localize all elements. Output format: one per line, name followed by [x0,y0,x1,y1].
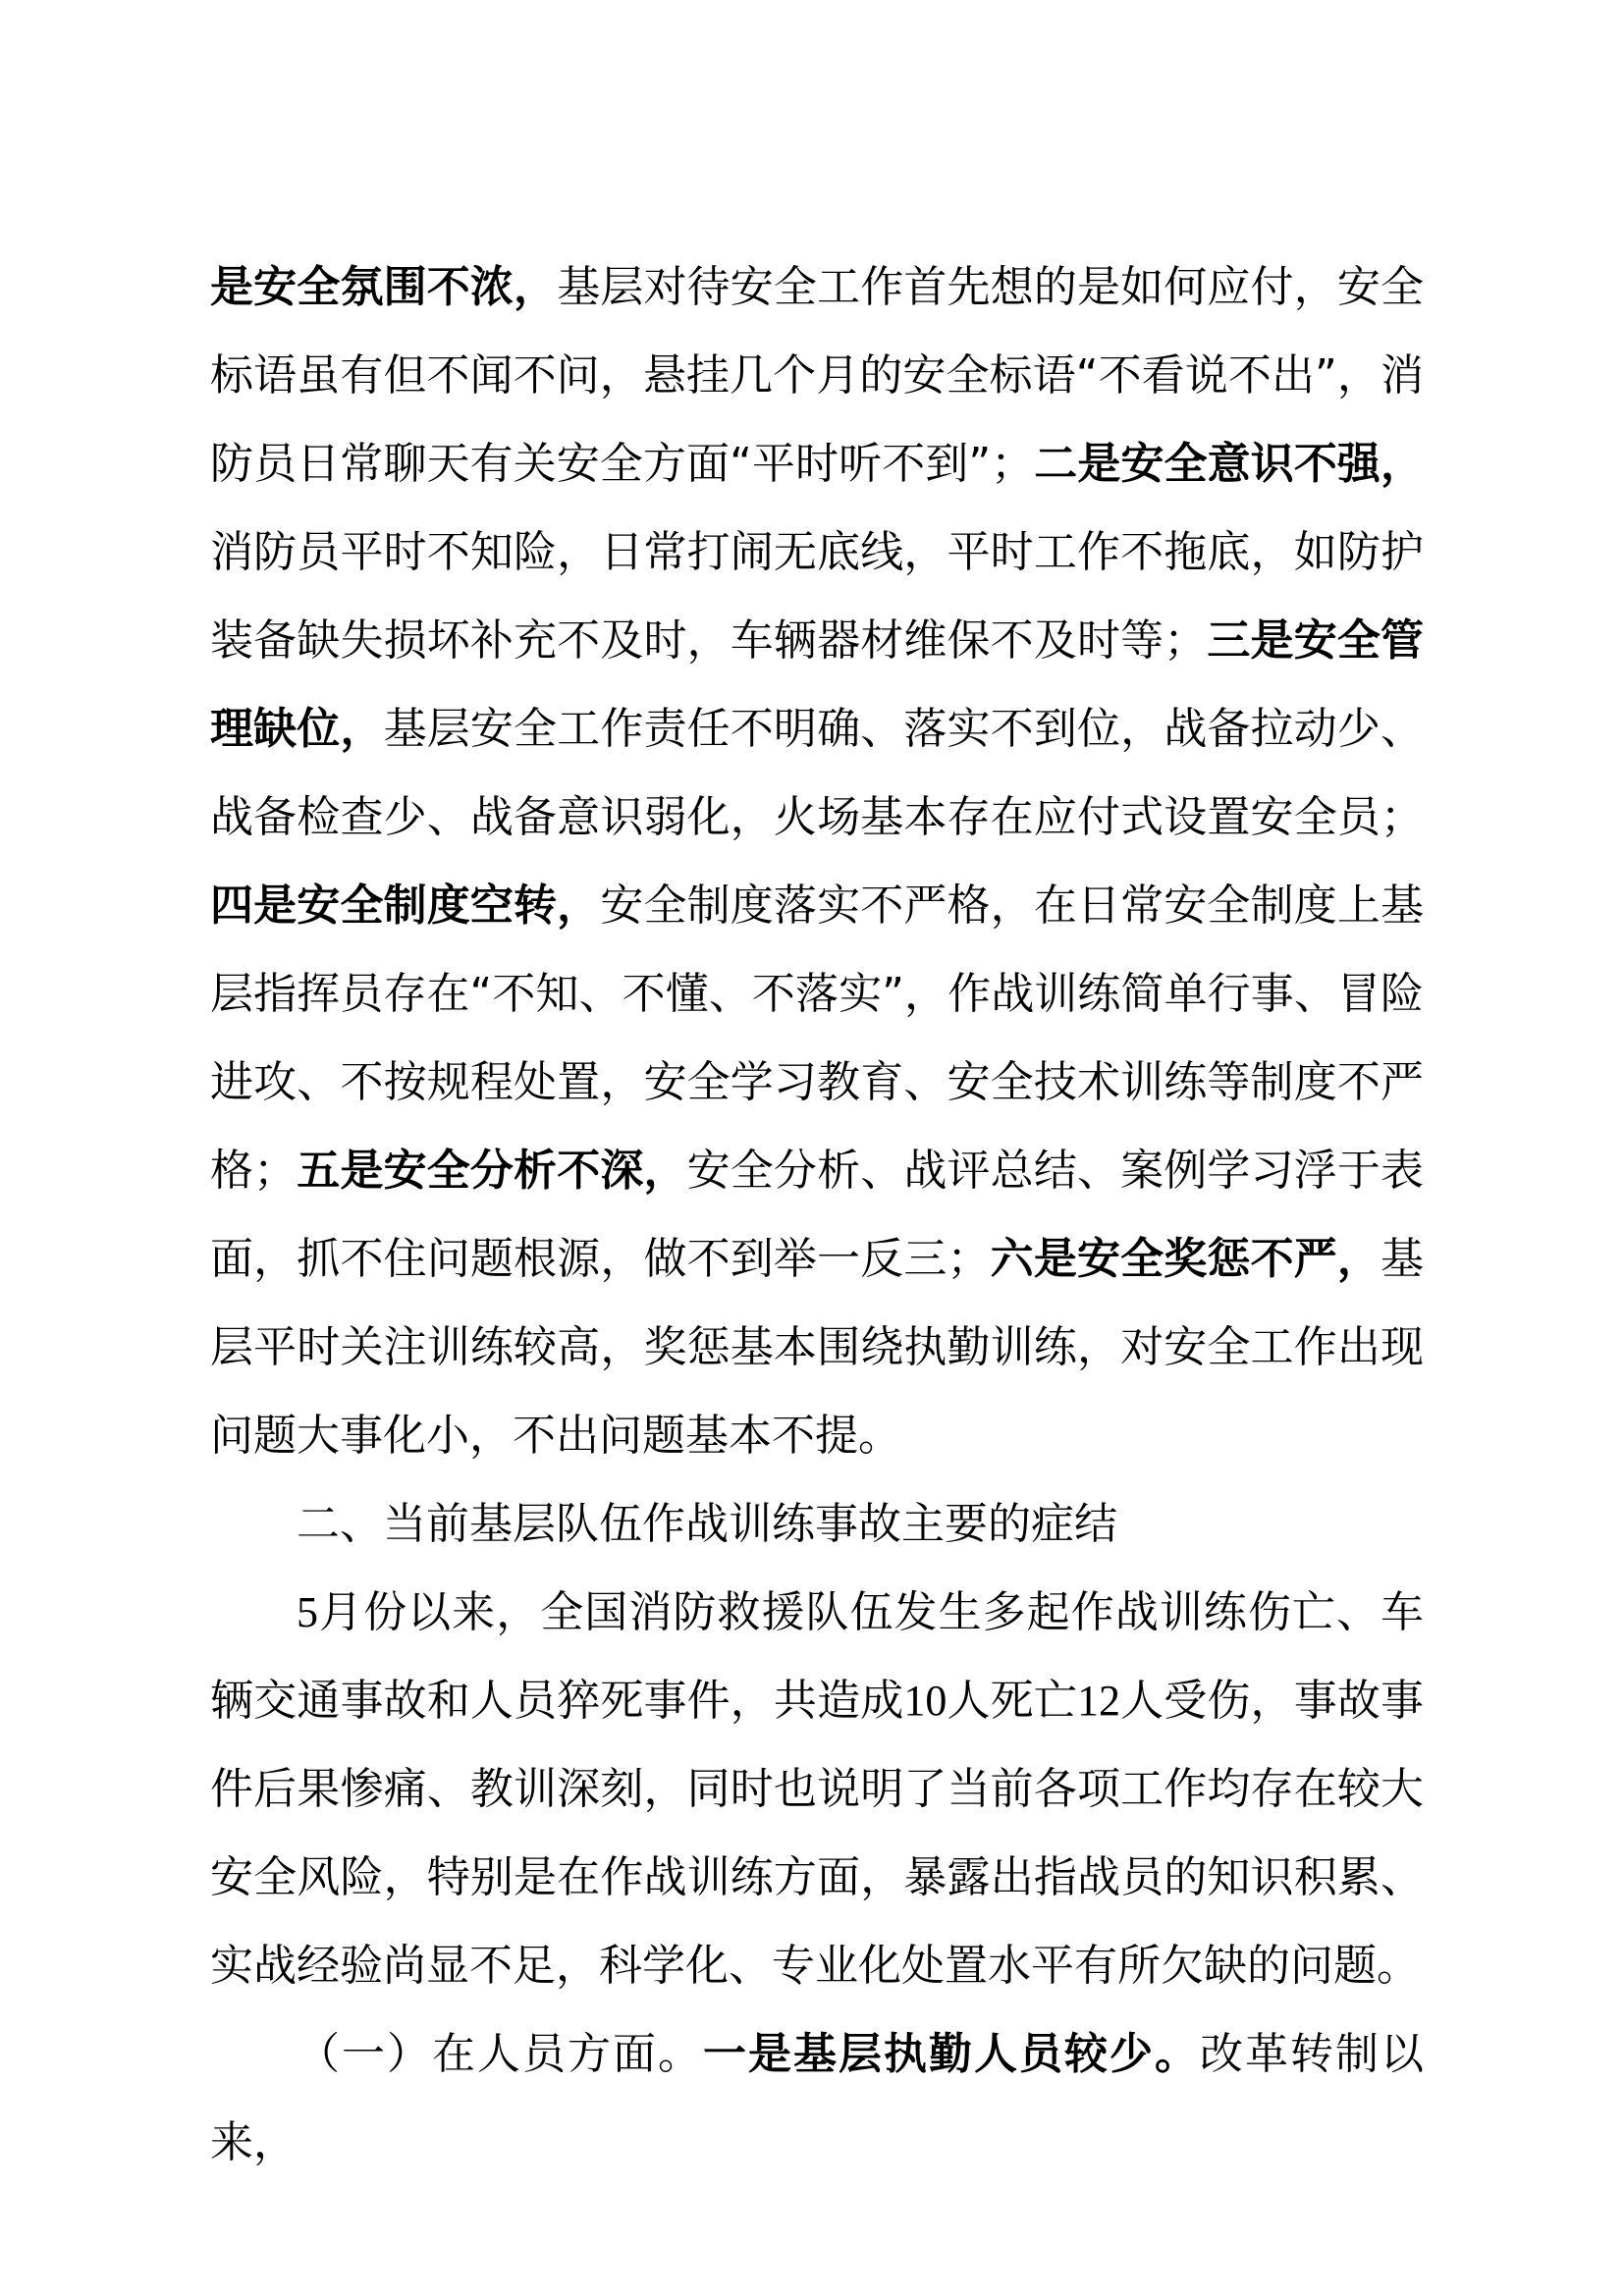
paragraph-safety-problems [210,243,1424,1480]
point-3-heading: 三是安全管理缺位， [210,615,1425,754]
section-heading-2: 二、当前基层队伍作战训练事故主要的症结 [297,1499,1117,1549]
death-count: 10 [903,1677,947,1725]
summary-text-2: 人死亡 [947,1676,1077,1726]
summary-text-1: 月份以来，全国消防救援队伍发生多起作战训练伤亡、车辆交通事故和人员猝死事件，共造成 [210,1587,1424,1726]
document-body [210,243,1424,2187]
point-1-heading: 是安全氛围不浓， [210,262,558,312]
subsection-label: （一）在人员方面。 [297,2029,703,2079]
point-5-text: 安全分析、战评总结、案例学习浮于表面，抓不住问题根源，做不到举一反三； [210,1146,1425,1284]
point-5-heading: 五是安全分析不深， [297,1146,687,1196]
point-1-text: 基层对待安全工作首先想的是如何应付，安全标语虽有但不闻不问，悬挂几个月的安全标语“不看说不出”，消防员日常聊天有关安全方面“平时听不到”； [210,262,1425,489]
paragraph-personnel [210,2010,1424,2187]
paragraph-accident-summary [210,1569,1424,2010]
injury-count: 12 [1076,1677,1120,1725]
point-4-text: 安全制度落实不严格，在日常安全制度上基层指挥员存在“不知、不懂、不落实”，作战训练简单行事、冒险进攻、不按规程处置，安全学习教育、安全技术训练等制度不严格； [210,881,1425,1196]
point-3-text: 基层安全工作责任不明确、落实不到位，战备拉动少、战备检查少、战备意识弱化，火场基本存在应付式设置安全员； [210,704,1424,842]
point-6-heading: 六是安全奖惩不严， [990,1234,1381,1284]
point-4-heading: 四是安全制度空转， [210,881,601,931]
month-number: 5 [297,1588,318,1636]
point-6-text: 基层平时关注训练较高，奖惩基本围绕执勤训练，对安全工作出现问题大事化小，不出问题基本不提。 [210,1234,1425,1461]
point-2-text: 消防员平时不知险，日常打闹无底线，平时工作不拖底，如防护装备缺失损坏补充不及时，车辆器材维保不及时等； [210,527,1424,666]
summary-text-3: 人受伤，事故事件后果惨痛、教训深刻，同时也说明了当前各项工作均存在较大安全风险，特别是在作战训练方面，暴露出指战员的知识积累、实战经验尚显不足，科学化、专业化处置水平有所欠缺的问题。 [210,1676,1425,1991]
point-2-heading: 二是安全意识不强， [1034,439,1425,489]
personnel-point-1-heading: 一是基层执勤人员较少。 [703,2029,1200,2079]
personnel-point-1-text: 改革转制以来， [210,2029,1424,2167]
